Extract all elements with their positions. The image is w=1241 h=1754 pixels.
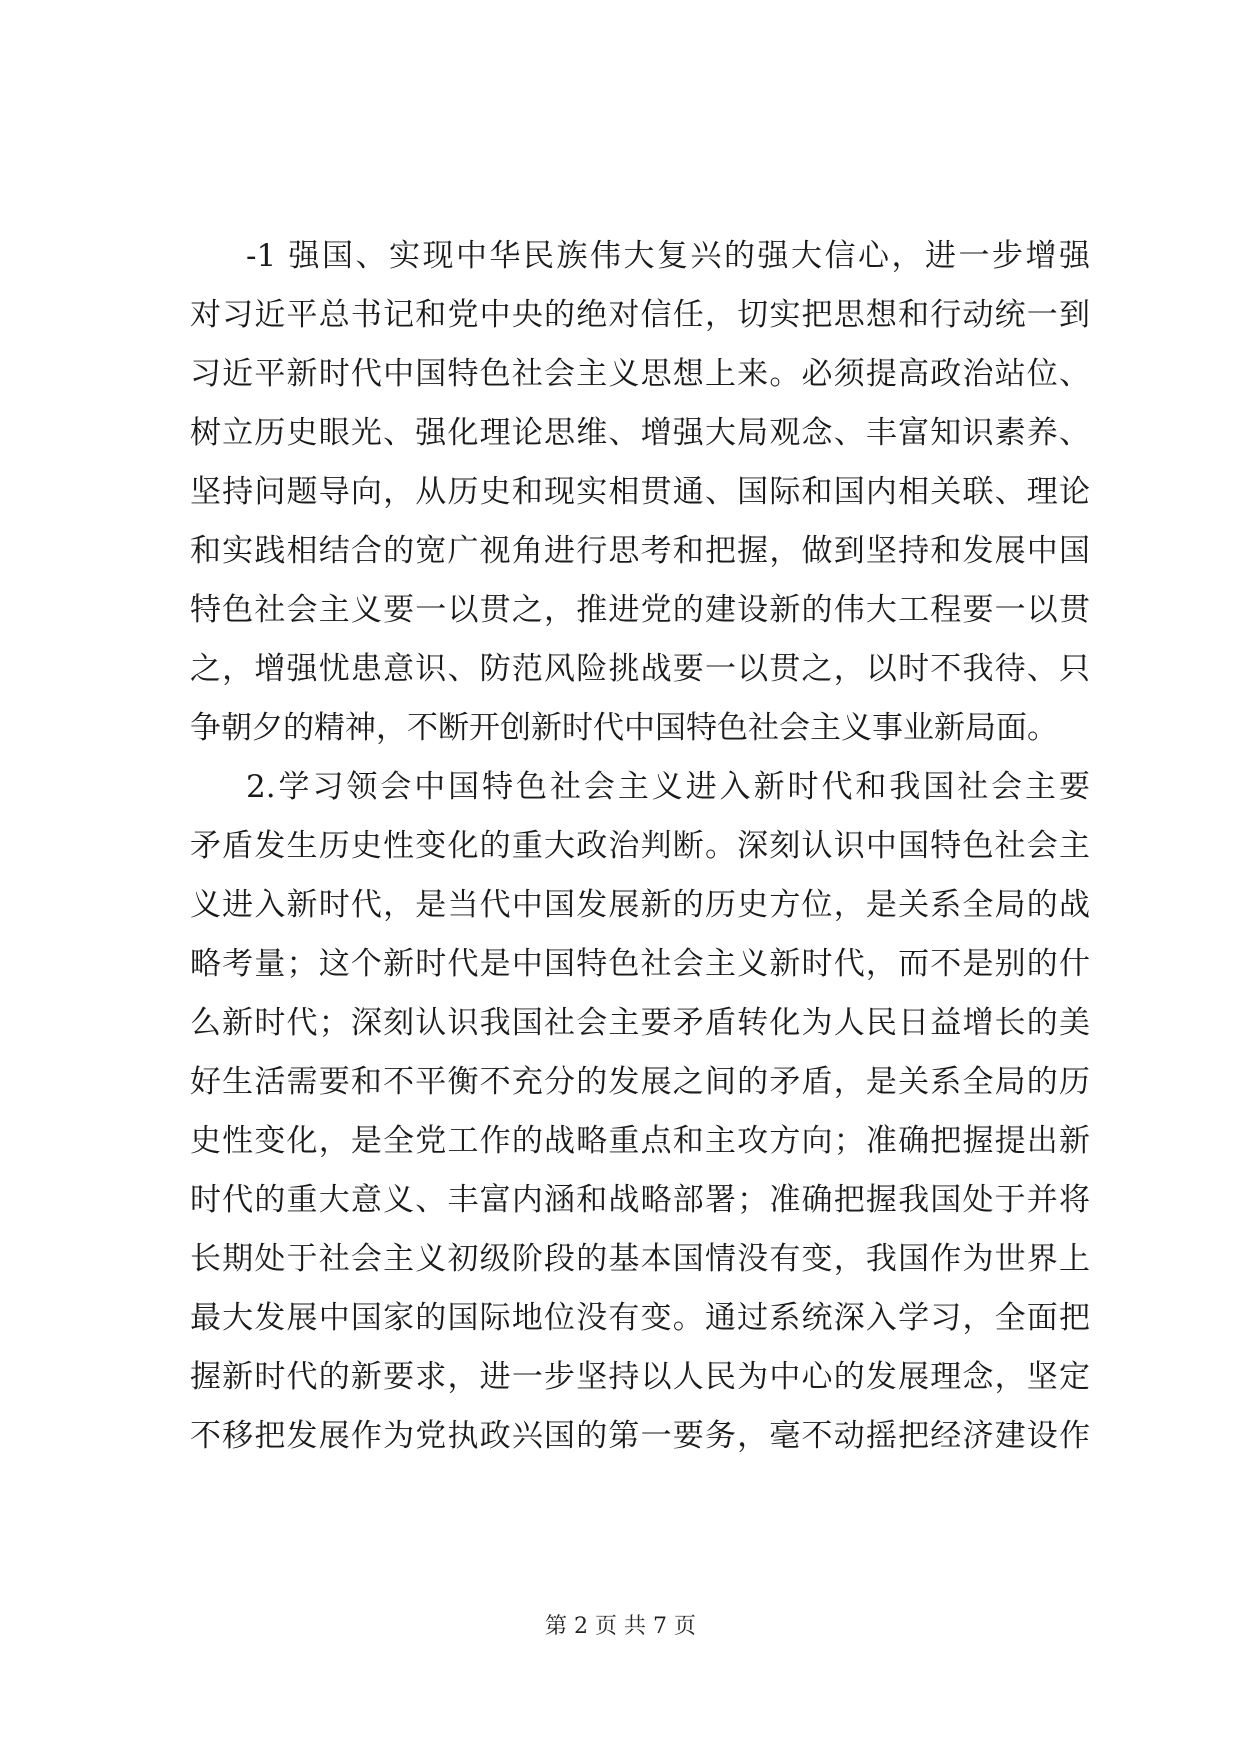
body-text: [190, 227, 1090, 1466]
text-line: 时代的重大意义、丰富内涵和战略部署；准确把握我国处于并将: [190, 1182, 1090, 1218]
text-line: 么新时代；深刻认识我国社会主要矛盾转化为人民日益增长的美: [190, 1005, 1090, 1041]
text-line: 长期处于社会主义初级阶段的基本国情没有变，我国作为世界上: [190, 1241, 1090, 1277]
text-line: 2.学习领会中国特色社会主义进入新时代和我国社会主要: [246, 769, 1090, 805]
page-footer: 第 2 页 共 7 页: [545, 1614, 696, 1639]
text-line: 握新时代的新要求，进一步坚持以人民为中心的发展理念，坚定: [190, 1359, 1090, 1395]
text-line: 最大发展中国家的国际地位没有变。通过系统深入学习，全面把: [190, 1300, 1090, 1336]
text-line: 树立历史眼光、强化理论思维、增强大局观念、丰富知识素养、: [190, 415, 1090, 451]
text-line: 特色社会主义要一以贯之，推进党的建设新的伟大工程要一以贯: [190, 592, 1090, 628]
text-line: 和实践相结合的宽广视角进行思考和把握，做到坚持和发展中国: [190, 533, 1090, 569]
text-line: 之，增强忧患意识、防范风险挑战要一以贯之，以时不我待、只: [190, 651, 1090, 687]
text-line: 略考量；这个新时代是中国特色社会主义新时代，而不是别的什: [190, 946, 1090, 982]
text-line: -1 强国、实现中华民族伟大复兴的强大信心，进一步增强: [246, 238, 1090, 274]
text-line: 好生活需要和不平衡不充分的发展之间的矛盾，是关系全局的历: [190, 1064, 1090, 1100]
text-line: 坚持问题导向，从历史和现实相贯通、国际和国内相关联、理论: [190, 474, 1090, 510]
text-line: 对习近平总书记和党中央的绝对信任，切实把思想和行动统一到: [190, 297, 1090, 333]
text-line: 史性变化，是全党工作的战略重点和主攻方向；准确把握提出新: [190, 1123, 1090, 1159]
text-line: 习近平新时代中国特色社会主义思想上来。必须提高政治站位、: [190, 356, 1090, 392]
text-line: 义进入新时代，是当代中国发展新的历史方位，是关系全局的战: [190, 887, 1090, 923]
text-line: 不移把发展作为党执政兴国的第一要务，毫不动摇把经济建设作: [190, 1418, 1090, 1454]
text-line: 矛盾发生历史性变化的重大政治判断。深刻认识中国特色社会主: [190, 828, 1090, 864]
text-line: 争朝夕的精神，不断开创新时代中国特色社会主义事业新局面。: [190, 710, 1058, 746]
